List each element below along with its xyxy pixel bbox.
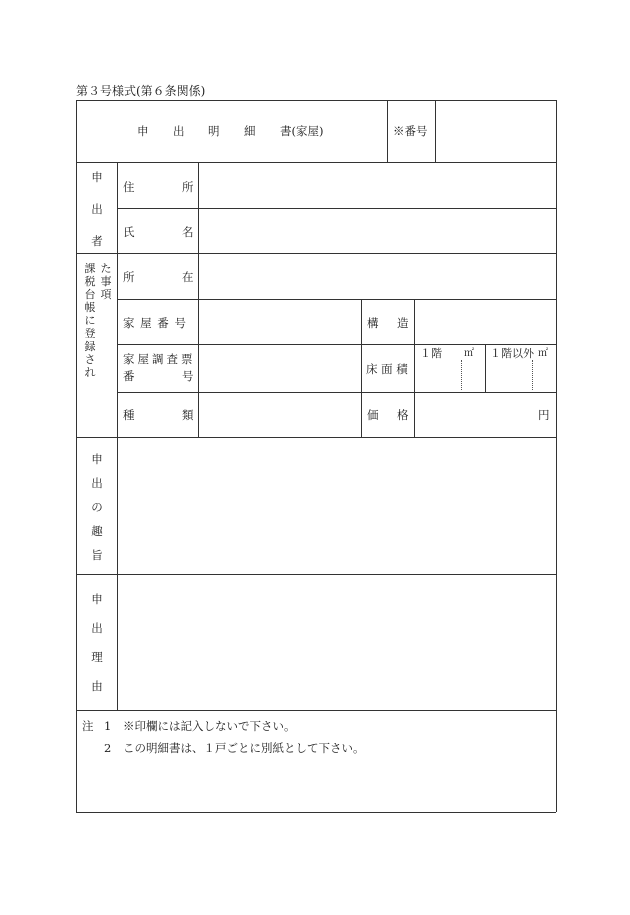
name-label-2: 名 — [182, 225, 194, 239]
kind-label-1: 種 — [123, 408, 135, 422]
registered-group-label-col2: た 事 項 — [100, 262, 112, 301]
name-field[interactable] — [199, 209, 555, 252]
floor1-unit: ㎡ — [464, 348, 474, 359]
price-unit: 円 — [538, 408, 550, 422]
address-label-1: 住 — [123, 180, 135, 194]
note-number: 1 — [104, 719, 112, 733]
house-number-label: 家 屋 番 号 — [123, 316, 187, 330]
location-label-1: 所 — [123, 270, 135, 284]
structure-field[interactable] — [415, 300, 555, 343]
price-field[interactable] — [415, 393, 555, 436]
survey-label-line1: 家屋調査票 — [123, 352, 196, 366]
survey-label-2b: 号 — [182, 369, 194, 383]
title-char: 明 — [208, 124, 220, 138]
applicant-group-label: 申 出 者 — [91, 170, 103, 248]
title-char: 申 — [137, 124, 149, 138]
floor-area-label: 床 面 積 — [366, 362, 408, 376]
price-label-2: 格 — [397, 408, 409, 422]
location-field[interactable] — [199, 254, 555, 298]
title-char: 出 — [173, 124, 185, 138]
kind-label-2: 類 — [182, 408, 194, 422]
floor1-area-field[interactable] — [415, 362, 484, 391]
floor-other-unit: ㎡ — [538, 348, 548, 359]
purpose-label: 申 出 の 趣 旨 — [91, 452, 103, 562]
house-number-field[interactable] — [199, 300, 360, 343]
survey-number-field[interactable] — [199, 345, 360, 391]
number-field[interactable] — [436, 101, 555, 161]
floor-other-label: １階以外 — [490, 347, 534, 360]
structure-label-1: 構 — [367, 316, 379, 330]
name-label-1: 氏 — [123, 225, 135, 239]
registered-group-label-col1: 課 税 台 帳 に 登 録 さ れ — [84, 262, 96, 379]
note-number: 2 — [104, 741, 112, 755]
reason-label: 申 出 理 由 — [91, 592, 103, 693]
floor1-label: １階 — [420, 347, 442, 360]
title-char: 書(家屋) — [280, 124, 324, 138]
location-label-2: 在 — [182, 270, 194, 284]
number-label: ※番号 — [393, 124, 428, 138]
structure-label-2: 造 — [397, 316, 409, 330]
note-text: この明細書は、１戸ごとに別紙として下さい。 — [123, 741, 365, 755]
note-text: ※印欄には記入しないで下さい。 — [123, 719, 296, 733]
price-label-1: 価 — [367, 408, 379, 422]
notes-heading: 注 — [82, 719, 94, 733]
floor-other-area-field[interactable] — [486, 362, 555, 391]
reason-field[interactable] — [118, 575, 555, 709]
purpose-field[interactable] — [118, 438, 555, 573]
address-field[interactable] — [199, 163, 555, 207]
address-label-2: 所 — [182, 180, 194, 194]
kind-field[interactable] — [199, 393, 360, 436]
survey-label-2a: 番 — [123, 369, 135, 383]
form-caption: 第３号様式(第６条関係) — [76, 84, 206, 98]
title-char: 細 — [244, 124, 256, 138]
